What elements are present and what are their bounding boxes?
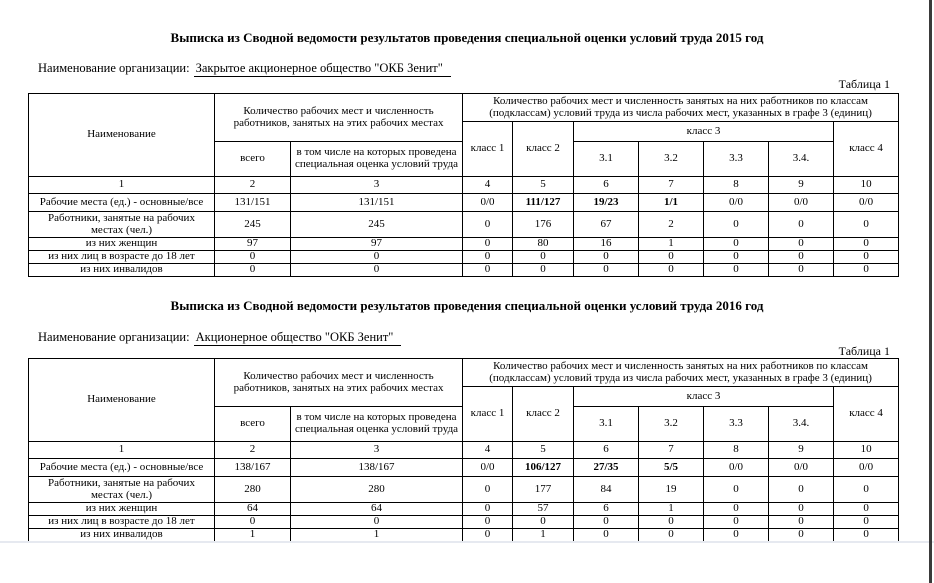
column-number: 4 [463,442,513,459]
column-number: 7 [639,177,704,194]
col-header-sub34: 3.4. [769,407,834,442]
data-cell: 280 [215,477,291,503]
data-cell: 0 [704,212,769,238]
col-header-class2: класс 2 [513,122,574,177]
organization-name: Акционерное общество "ОКБ Зенит" [194,330,402,346]
data-cell: 64 [291,503,463,516]
data-cell: 0 [463,212,513,238]
data-cell: 0 [463,477,513,503]
column-number: 10 [834,177,899,194]
column-number: 2 [215,177,291,194]
organization-label: Наименование организации: [38,61,190,75]
col-header-sub31: 3.1 [574,142,639,177]
organization-name: Закрытое акционерное общество "ОКБ Зенит" [194,61,451,77]
data-cell: 0/0 [834,194,899,212]
col-header-group-right: Количество рабочих мест и численность занятых на них работников по классам (подклассам) условий труда из числа рабочих мест, указанных в графе 3 (единиц) [463,94,899,122]
row-label: из них инвалидов [29,529,215,542]
data-cell: 16 [574,238,639,251]
col-header-total: всего [215,142,291,177]
data-cell: 0/0 [834,459,899,477]
row-label: Рабочие места (ед.) - основные/все [29,459,215,477]
data-cell: 0/0 [704,194,769,212]
table-row [29,503,899,516]
col-header-group-right: Количество рабочих мест и численность занятых на них работников по классам (подклассам) условий труда из числа рабочих мест, указанных в графе 3 (единиц) [463,359,899,387]
data-cell: 0 [513,264,574,277]
row-label: Рабочие места (ед.) - основные/все [29,194,215,212]
column-number: 1 [29,177,215,194]
header-row [29,359,899,387]
data-cell: 0 [769,238,834,251]
data-cell: 1/1 [639,194,704,212]
table-header [29,359,899,459]
data-cell: 0 [215,251,291,264]
data-cell: 0 [215,264,291,277]
data-cell: 0 [834,212,899,238]
table-row [29,477,899,503]
table-body-2016 [29,459,899,542]
col-header-class2: класс 2 [513,387,574,442]
data-cell: 0 [574,529,639,542]
table-caption-2016: Таблица 1 [838,344,890,358]
data-cell: 0 [574,516,639,529]
data-cell: 0 [639,251,704,264]
table-body-2015 [29,194,899,277]
data-cell: 0 [639,264,704,277]
header-row [29,94,899,122]
table-row [29,251,899,264]
column-number: 6 [574,177,639,194]
data-cell: 0 [704,251,769,264]
col-header-group-left: Количество рабочих мест и численность работников, занятых на этих рабочих местах [215,359,463,407]
table-header [29,94,899,194]
data-cell: 0 [769,264,834,277]
column-number: 5 [513,177,574,194]
data-cell: 57 [513,503,574,516]
data-cell: 0 [834,251,899,264]
data-cell: 131/151 [215,194,291,212]
table-row [29,194,899,212]
row-label: из них лиц в возрасте до 18 лет [29,516,215,529]
data-cell: 0 [463,503,513,516]
data-cell: 0 [704,516,769,529]
col-header-sub32: 3.2 [639,407,704,442]
data-cell: 0 [834,264,899,277]
row-label: Работники, занятые на рабочих местах (чел.) [29,477,215,503]
organization-label: Наименование организации: [38,330,190,344]
col-header-class1: класс 1 [463,122,513,177]
data-cell: 67 [574,212,639,238]
table-row [29,238,899,251]
column-number: 10 [834,442,899,459]
table-row [29,529,899,542]
row-label: из них инвалидов [29,264,215,277]
data-cell: 0 [704,264,769,277]
data-cell: 0 [834,238,899,251]
page-break-line [0,541,934,543]
data-cell: 0 [291,251,463,264]
column-number: 4 [463,177,513,194]
data-cell: 19/23 [574,194,639,212]
column-number-row [29,442,899,459]
row-label: из них лиц в возрасте до 18 лет [29,251,215,264]
col-header-class4: класс 4 [834,122,899,177]
data-cell: 0/0 [769,459,834,477]
table-row [29,212,899,238]
data-cell: 84 [574,477,639,503]
data-cell: 0 [834,516,899,529]
row-label: Работники, занятые на рабочих местах (чел.) [29,212,215,238]
data-cell: 19 [639,477,704,503]
column-number: 9 [769,177,834,194]
window-edge [929,0,932,583]
data-cell: 0 [704,238,769,251]
col-header-including: в том числе на которых проведена специальная оценка условий труда [291,142,463,177]
data-cell: 2 [639,212,704,238]
col-header-sub33: 3.3 [704,407,769,442]
row-label: из них женщин [29,238,215,251]
data-cell: 0 [769,503,834,516]
col-header-sub33: 3.3 [704,142,769,177]
data-cell: 0 [704,529,769,542]
sout-table-2015 [28,93,899,277]
data-cell: 1 [215,529,291,542]
col-header-group-left: Количество рабочих мест и численность работников, занятых на этих рабочих местах [215,94,463,142]
column-number: 3 [291,177,463,194]
column-number: 6 [574,442,639,459]
col-header-total: всего [215,407,291,442]
data-cell: 1 [639,238,704,251]
organization-line-2016 [38,330,401,345]
data-cell: 177 [513,477,574,503]
data-cell: 0 [769,477,834,503]
col-header-class1: класс 1 [463,387,513,442]
data-cell: 0 [769,529,834,542]
data-cell: 138/167 [215,459,291,477]
data-cell: 0 [513,251,574,264]
col-header-class3: класс 3 [574,387,834,407]
data-cell: 27/35 [574,459,639,477]
data-cell: 0 [574,264,639,277]
data-cell: 0 [769,212,834,238]
data-cell: 0 [769,516,834,529]
row-label: из них женщин [29,503,215,516]
column-number: 7 [639,442,704,459]
col-header-sub32: 3.2 [639,142,704,177]
data-cell: 138/167 [291,459,463,477]
data-cell: 0 [704,503,769,516]
data-cell: 5/5 [639,459,704,477]
data-cell: 6 [574,503,639,516]
column-number: 8 [704,177,769,194]
organization-line-2015 [38,61,451,76]
column-number: 5 [513,442,574,459]
column-number: 3 [291,442,463,459]
data-cell: 1 [513,529,574,542]
data-cell: 111/127 [513,194,574,212]
data-cell: 97 [215,238,291,251]
data-cell: 245 [291,212,463,238]
data-cell: 1 [639,503,704,516]
data-cell: 0 [463,251,513,264]
data-cell: 106/127 [513,459,574,477]
document-title-2016: Выписка из Сводной ведомости результатов проведения специальной оценки условий труда 2016 год [170,298,764,313]
data-cell: 0/0 [769,194,834,212]
col-header-class3: класс 3 [574,122,834,142]
data-cell: 1 [291,529,463,542]
data-cell: 0 [513,516,574,529]
column-number: 1 [29,442,215,459]
data-cell: 0 [834,529,899,542]
data-cell: 0/0 [704,459,769,477]
data-cell: 0 [463,529,513,542]
data-cell: 0 [291,516,463,529]
column-number: 9 [769,442,834,459]
col-header-name: Наименование [29,94,215,177]
data-cell: 0 [463,238,513,251]
data-cell: 280 [291,477,463,503]
data-cell: 245 [215,212,291,238]
data-cell: 0 [769,251,834,264]
column-number: 2 [215,442,291,459]
col-header-sub34: 3.4. [769,142,834,177]
data-cell: 97 [291,238,463,251]
column-number: 8 [704,442,769,459]
data-cell: 64 [215,503,291,516]
data-cell: 0 [574,251,639,264]
data-cell: 0 [291,264,463,277]
data-cell: 0 [704,477,769,503]
data-cell: 0/0 [463,459,513,477]
col-header-name: Наименование [29,359,215,442]
data-cell: 0 [215,516,291,529]
data-cell: 0 [463,264,513,277]
col-header-sub31: 3.1 [574,407,639,442]
data-cell: 0 [639,529,704,542]
col-header-class4: класс 4 [834,387,899,442]
data-cell: 0 [834,477,899,503]
table-row [29,264,899,277]
data-cell: 176 [513,212,574,238]
data-cell: 0/0 [463,194,513,212]
col-header-including: в том числе на которых проведена специальная оценка условий труда [291,407,463,442]
data-cell: 80 [513,238,574,251]
sout-table-2016 [28,358,899,542]
column-number-row [29,177,899,194]
data-cell: 0 [463,516,513,529]
data-cell: 0 [834,503,899,516]
table-caption-2015: Таблица 1 [838,77,890,91]
table-row [29,516,899,529]
table-row [29,459,899,477]
data-cell: 0 [639,516,704,529]
document-title-2015: Выписка из Сводной ведомости результатов проведения специальной оценки условий труда 2015 год [170,30,764,45]
data-cell: 131/151 [291,194,463,212]
